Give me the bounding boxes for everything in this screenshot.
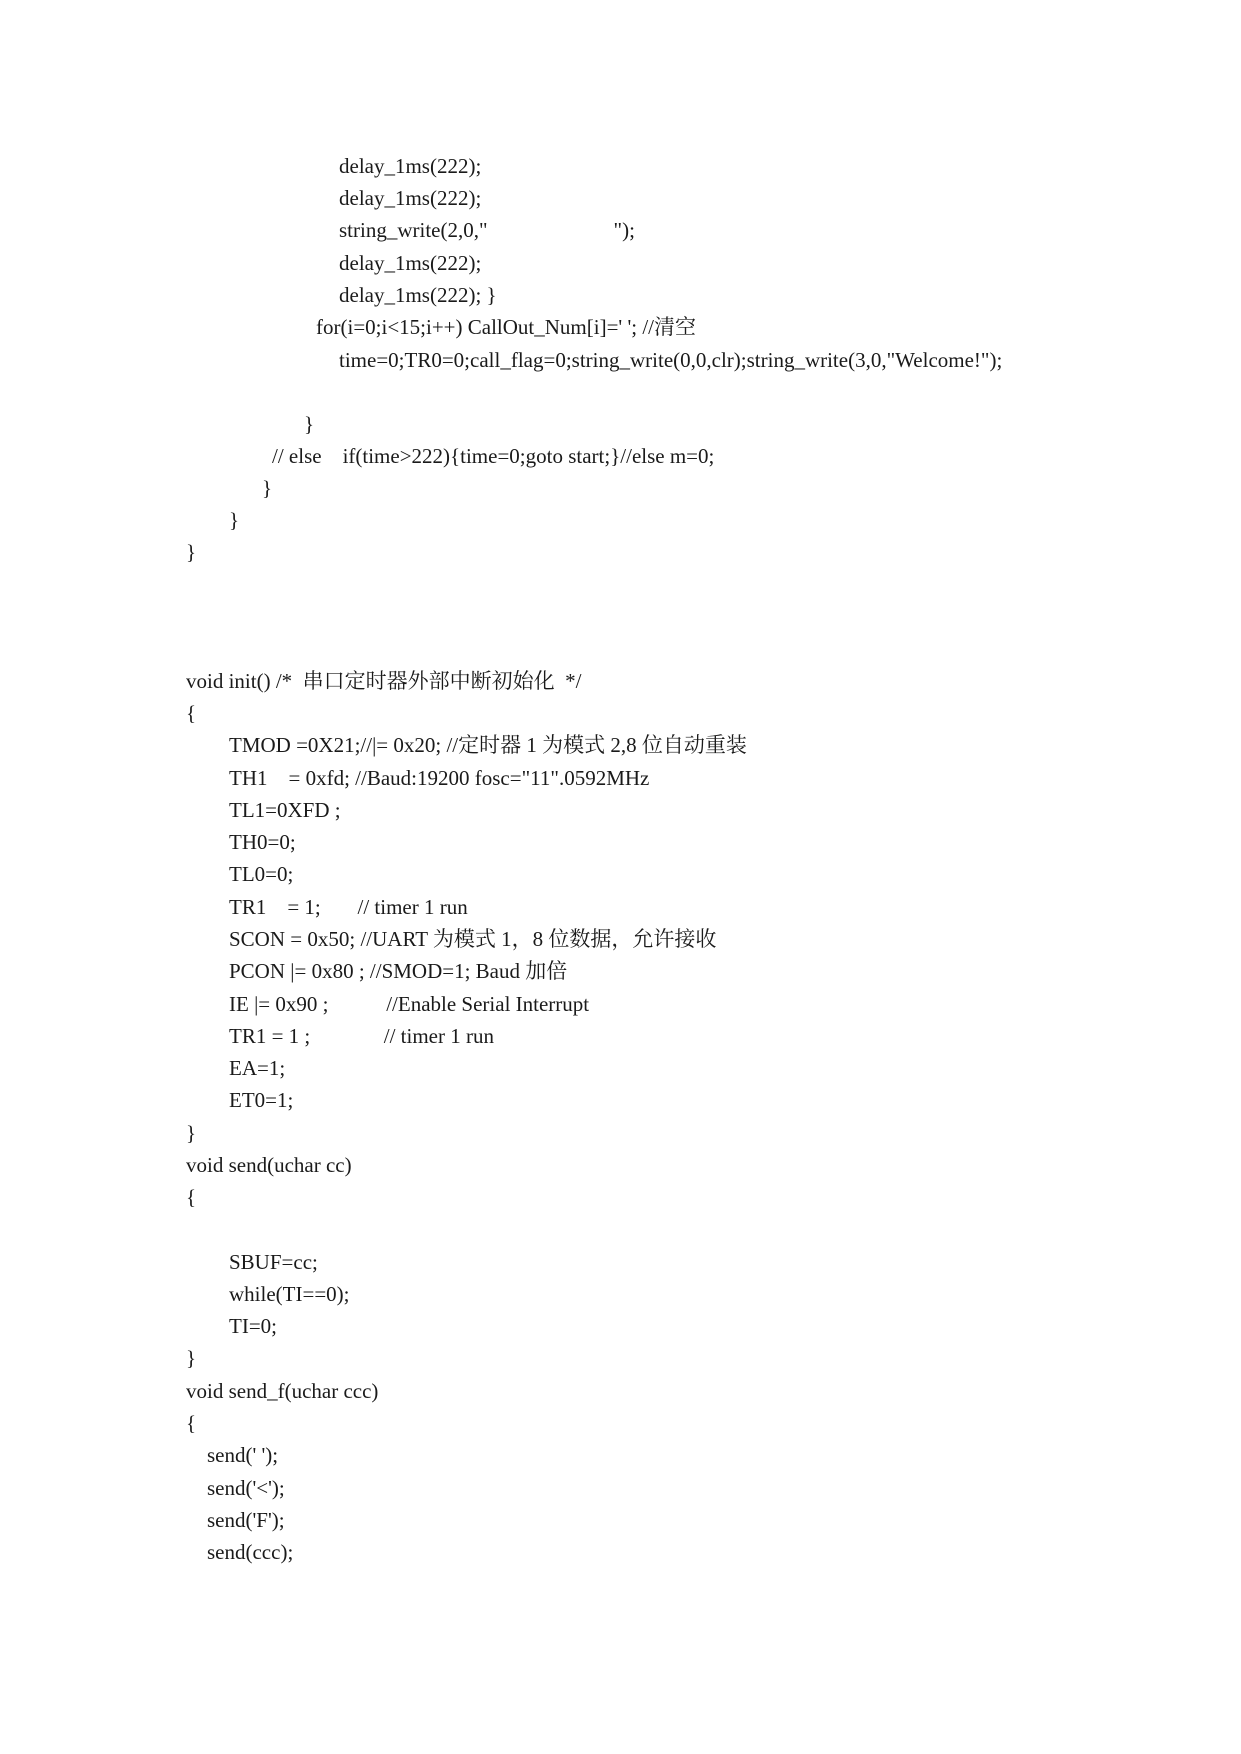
code-line: TL0=0; <box>229 862 294 886</box>
code-line: send(ccc); <box>207 1540 294 1564</box>
code-line: for(i=0;i<15;i++) CallOut_Num[i]=' '; //清空 <box>316 315 696 339</box>
code-line: PCON |= 0x80 ; //SMOD=1; Baud 加倍 <box>229 959 568 983</box>
code-line: IE |= 0x90 ; //Enable Serial Interrupt <box>229 992 590 1016</box>
code-line: { <box>186 1411 197 1435</box>
code-line: TMOD =0X21;//|= 0x20; //定时器 1 为模式 2,8 位自动重装 <box>229 733 747 757</box>
code-line: SBUF=cc; <box>229 1250 318 1274</box>
code-line: send('F'); <box>207 1508 285 1532</box>
code-line: } <box>262 476 273 500</box>
code-line: EA=1; <box>229 1056 286 1080</box>
code-line: TL1=0XFD ; <box>229 798 341 822</box>
code-line: { <box>186 1185 197 1209</box>
code-line: { <box>186 701 197 725</box>
code-line: TH1 = 0xfd; //Baud:19200 fosc="11".0592MHz <box>229 766 650 790</box>
code-line: } <box>186 1346 197 1370</box>
code-line: void send(uchar cc) <box>186 1153 352 1177</box>
code-line: string_write(2,0," "); <box>339 218 635 242</box>
code-line: time=0;TR0=0;call_flag=0;string_write(0,0,clr);string_write(3,0,"Welcome!"); <box>339 348 1003 372</box>
code-line: } <box>186 540 197 564</box>
code-line: delay_1ms(222); <box>339 154 482 178</box>
code-line: ET0=1; <box>229 1088 294 1112</box>
code-line: send('<'); <box>207 1476 285 1500</box>
code-line: delay_1ms(222); } <box>339 283 497 307</box>
code-line: void send_f(uchar ccc) <box>186 1379 379 1403</box>
code-line: delay_1ms(222); <box>339 186 482 210</box>
code-line: TR1 = 1; // timer 1 run <box>229 895 468 919</box>
code-line: send(' '); <box>207 1443 279 1467</box>
code-line: void init() /* 串口定时器外部中断初始化 */ <box>186 669 582 693</box>
code-line: SCON = 0x50; //UART 为模式 1，8 位数据，允许接收 <box>229 927 717 951</box>
code-line: TI=0; <box>229 1314 277 1338</box>
code-line: TH0=0; <box>229 830 296 854</box>
code-line: TR1 = 1 ; // timer 1 run <box>229 1024 494 1048</box>
code-line: } <box>304 412 315 436</box>
code-line: delay_1ms(222); <box>339 251 482 275</box>
code-line: } <box>186 1121 197 1145</box>
code-line: while(TI==0); <box>229 1282 350 1306</box>
code-line: // else if(time>222){time=0;goto start;}//else m=0; <box>272 444 715 468</box>
code-line: } <box>229 508 240 532</box>
